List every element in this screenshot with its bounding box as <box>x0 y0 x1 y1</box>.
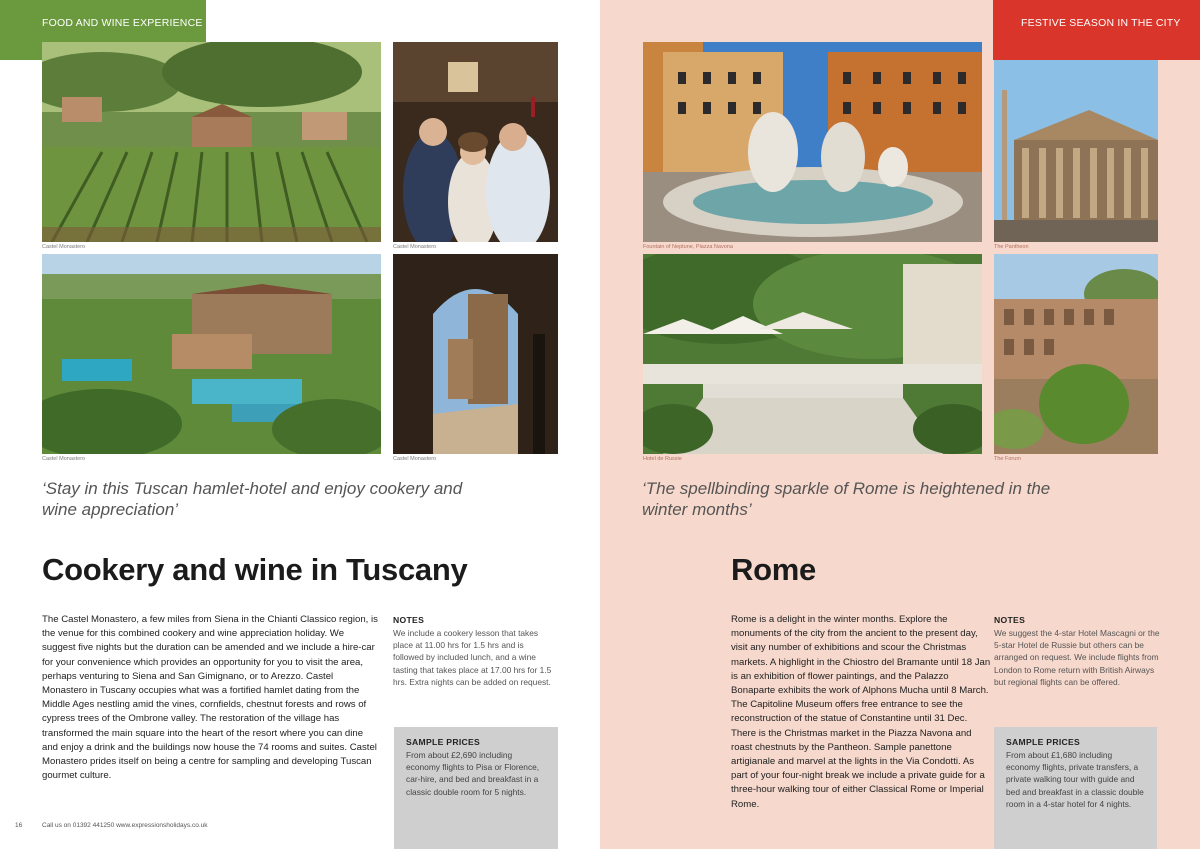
photo-hotel-de-russie <box>643 254 982 454</box>
photo-fountain-neptune <box>643 42 982 242</box>
photo-wine-tasting <box>393 42 558 242</box>
footer-contact: Call us on 01392 441250 www.expressionsholidays.co.uk <box>42 822 208 829</box>
photo-pantheon <box>994 60 1158 242</box>
sample-prices-body: From about £2,690 including economy flights to Pisa or Florence, car-hire, and bed and breakfast in a classic double room for 5 nights. <box>406 750 540 797</box>
pull-quote: ‘The spellbinding sparkle of Rome is heightened in the winter months’ <box>642 479 1051 519</box>
notes-title: NOTES <box>994 615 1026 625</box>
body-text: Rome is a delight in the winter months. Explore the monuments of the city from the ancient to the present day, visit any number of exhibitions and scour the Christmas markets. A highlight in the Chiostro del Bramante until 18 Jan is an exhibition of flower paintings, and the Palazzo Bonaparte exhibits the work of Alphons Mucha until 8 March. The Capitoline Museum offers free entrance to see the reconstruction of the statue of Constantine until 31 Dec. There is the Christmas market in the Piazza Navona and roast chestnuts by the Pantheon. Sample panettone artigianale and marvel at the lights in the Via Condotti. As part of your four-night break we include a private guide for a three-hour walking tour of either Classical Rome or Imperial Rome. <box>731 614 991 810</box>
photo-caption: Fountain of Neptune, Piazza Navona <box>643 244 733 250</box>
photo-caption: Castel Monastero <box>42 456 86 462</box>
sample-prices-body: From about £1,680 including economy flights, private transfers, a private walking tour with guide and bed and breakfast in a classic double room in a 4-star hotel for 4 nights. <box>1006 750 1144 809</box>
sample-prices-box <box>394 727 558 849</box>
notes-title: NOTES <box>393 615 425 625</box>
page-number: 16 <box>15 822 23 829</box>
sample-prices-title: SAMPLE PRICES <box>1006 737 1081 747</box>
section-tag-festive: FESTIVE SEASON IN THE CITY <box>993 0 1200 60</box>
page-heading: Rome <box>731 552 816 587</box>
notes-body: We include a cookery lesson that takes place at 11.00 hrs for 1.5 hrs and is followed by included lunch, and a wine tasting that takes place at 17.00 hrs for 1.5 hrs. Extra nights can be added on request. <box>393 628 552 687</box>
page-heading: Cookery and wine in Tuscany <box>42 552 468 587</box>
photo-caption: Hotel de Russie <box>643 456 682 462</box>
section-tag-food-wine: FOOD AND WINE EXPERIENCE <box>0 0 206 60</box>
photo-hotel-pool <box>42 254 381 454</box>
pull-quote: ‘Stay in this Tuscan hamlet-hotel and enjoy cookery and wine appreciation’ <box>42 479 463 519</box>
photo-caption: Castel Monastero <box>393 244 437 250</box>
right-page <box>600 0 1200 849</box>
photo-caption: Castel Monastero <box>42 244 86 250</box>
photo-caption: The Pantheon <box>994 244 1029 250</box>
sample-prices-title: SAMPLE PRICES <box>406 737 481 747</box>
photo-caption: The Forum <box>994 456 1021 462</box>
body-text: The Castel Monastero, a few miles from Siena in the Chianti Classico region, is the venue for this combined cookery and wine appreciation holiday. We suggest five nights but the duration can be amended and we include a hire-car for your convenience which provides an opportunity for you to visit the area, perhaps venturing to Siena and San Gimignano, or to Arezzo. Castel Monastero in Tuscany occupies what was a fortified hamlet dating from the Middle Ages nestling amid the vines, cornfields, chestnut forests and rows of cypress trees of the Ombrone valley. The restoration of the village has transformed the main square into the heart of the resort where you can dine and enjoy a drink and the buildings now house the 74 rooms and suites. Castel Monastero prides itself on being a centre for sampling and developing Tuscan gourmet culture. <box>42 614 378 782</box>
photo-vineyard-castel-monastero <box>42 42 381 242</box>
notes-body: We suggest the 4-star Hotel Mascagni or the 5-star Hotel de Russie but others can be arranged on request. We include flights from London to Rome return with British Airways but regional flights can be offered. <box>994 628 1160 687</box>
photo-caption: Castel Monastero <box>393 456 437 462</box>
sample-prices-box <box>994 727 1157 849</box>
photo-the-forum <box>994 254 1158 454</box>
photo-archway <box>393 254 558 454</box>
